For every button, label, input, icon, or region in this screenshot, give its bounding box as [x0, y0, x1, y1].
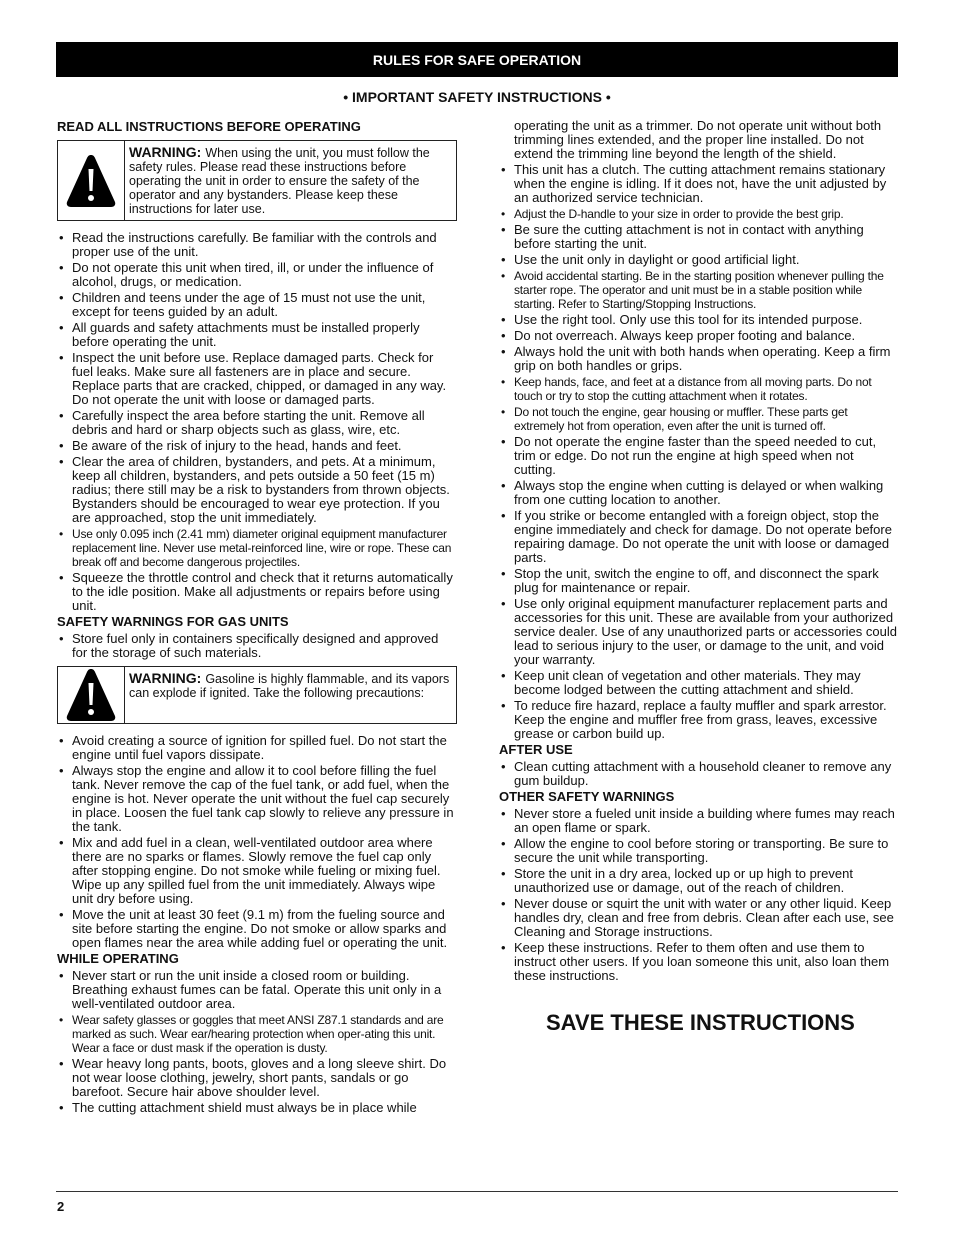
list-item: • Store the unit in a dry area, locked up or up high to prevent unauthorized use or damage, out of the reach of children.: [499, 867, 897, 895]
list-item: • Clear the area of children, bystanders, and pets. At a minimum, keep all children, bystanders, and pets outside a 50 feet (15 m) radius; there still may be a risk to bystanders from thrown objects. Bystanders should be encouraged to wear eye protection. If you are approached, stop the unit immediately.: [57, 455, 457, 525]
list-item: • Carefully inspect the area before starting the unit. Remove all debris and hard or sharp objects such as glass, wire, etc.: [57, 409, 457, 437]
list-item: • Read the instructions carefully. Be familiar with the controls and proper use of the unit.: [57, 231, 457, 259]
warning-body: Gasoline is highly flammable, and its vapors can explode if ignited. Take the following precautions:: [129, 672, 450, 700]
list-item: • Keep unit clean of vegetation and other materials. They may become lodged between the cutting attachment and shield.: [499, 669, 897, 697]
footer-divider: [56, 1191, 898, 1192]
list-item: • Keep hands, face, and feet at a distance from all moving parts. Do not touch or try to stop the cutting attachment when it rotates.: [499, 375, 897, 403]
list-item: • Stop the unit, switch the engine to off, and disconnect the spark plug for maintenance or repair.: [499, 567, 897, 595]
list-item: • Do not operate the engine faster than the speed needed to cut, trim or edge. Do not run the engine at high speed when not cutting.: [499, 435, 897, 477]
list-item: • Be aware of the risk of injury to the head, hands and feet.: [57, 439, 457, 453]
warning-label: WARNING:: [129, 144, 202, 160]
list-item: • Avoid accidental starting. Be in the starting position whenever pulling the starter rope. The operator and unit must be in a stable position while starting. Refer to Starting/Stopping Instructions.: [499, 269, 897, 311]
list-item: • Wear heavy long pants, boots, gloves and a long sleeve shirt. Do not wear loose clothing, jewelry, short pants, sandals or go barefoot. Secure hair above shoulder level.: [57, 1057, 457, 1099]
list-item: • Use only 0.095 inch (2.41 mm) diameter original equipment manufacturer replacement line. Never use metal-reinforced line, wire or rope. These can break off and become dangerous projectiles.: [57, 527, 457, 569]
list-item: • Mix and add fuel in a clean, well-ventilated outdoor area where there are no sparks or flames. Slowly remove the fuel cap only after stopping engine. Do not smoke while fueling or mixing fuel. Wipe up any spilled fuel from the unit immediately. Always wipe unit dry before using.: [57, 836, 457, 906]
list-item: • Use the unit only in daylight or good artificial light.: [499, 253, 897, 267]
list-item: • Do not operate this unit when tired, ill, or under the influence of alcohol, drugs, or medication.: [57, 261, 457, 289]
list-operating-rules: [499, 163, 897, 741]
left-column: [57, 119, 457, 1117]
list-item: • Always hold the unit with both hands when operating. Keep a firm grip on both handles or grips.: [499, 345, 897, 373]
list-item: • Never store a fueled unit inside a building where fumes may reach an open flame or spark.: [499, 807, 897, 835]
list-item: • The cutting attachment shield must always be in place while: [57, 1101, 457, 1115]
list-item: • To reduce fire hazard, replace a faulty muffler and spark arrestor. Keep the engine and muffler free from grass, leaves, excessive grease or carbon build up.: [499, 699, 897, 741]
list-after-use: [499, 760, 897, 788]
list-item: • Allow the engine to cool before storing or transporting. Be sure to secure the unit while transporting.: [499, 837, 897, 865]
list-item: • All guards and safety attachments must be installed properly before operating the unit.: [57, 321, 457, 349]
list-item: • Keep these instructions. Refer to them often and use them to instruct other users. If you loan someone this unit, also loan them these instructions.: [499, 941, 897, 983]
list-while-operating: [57, 969, 457, 1115]
warning-triangle-icon: [58, 667, 125, 723]
list-item: • Be sure the cutting attachment is not in contact with anything before starting the unit.: [499, 223, 897, 251]
warning-text: [125, 667, 456, 723]
right-column: [499, 119, 897, 985]
section-banner: RULES FOR SAFE OPERATION: [56, 42, 898, 77]
list-item: • Avoid creating a source of ignition for spilled fuel. Do not start the engine until fuel vapors dissipate.: [57, 734, 457, 762]
warning-box-gasoline: [57, 666, 457, 724]
list-item: • Use only original equipment manufacturer replacement parts and accessories for this unit. These are available from your authorized service dealer. Use of any unauthorized parts or accessories could lead to serious injury to the user, or damage to the unit, and void your warranty.: [499, 597, 897, 667]
list-fuel-precautions: [57, 734, 457, 950]
warning-label: WARNING:: [129, 670, 202, 686]
list-item: • Wear safety glasses or goggles that meet ANSI Z87.1 standards and are marked as such. Wear ear/hearing protection when oper-ating this unit. Wear a face or dust mask if the operation is dusty.: [57, 1013, 457, 1055]
list-other-warnings: [499, 807, 897, 983]
warning-text: [125, 141, 456, 220]
page-number: 2: [57, 1199, 65, 1214]
list-item: • Move the unit at least 30 feet (9.1 m) from the fueling source and site before starting the engine. Do not smoke or allow sparks and open flames near the area while adding fuel or operating the unit.: [57, 908, 457, 950]
list-item: • Clean cutting attachment with a household cleaner to remove any gum buildup.: [499, 760, 897, 788]
list-item: • Always stop the engine and allow it to cool before filling the fuel tank. Never remove the cap of the fuel tank, or add fuel, when the engine is hot. Never operate the unit without the fuel cap securely in place. Loosen the fuel tank cap slowly to relieve any pressure in the tank.: [57, 764, 457, 834]
heading-after-use: AFTER USE: [499, 742, 573, 757]
list-item: • Never start or run the unit inside a closed room or building. Breathing exhaust fumes can be fatal. Operate this unit only in a well-ventilated outdoor area.: [57, 969, 457, 1011]
list-item: • Adjust the D-handle to your size in order to provide the best grip.: [499, 207, 897, 221]
list-item: • Never douse or squirt the unit with water or any other liquid. Keep handles dry, clean and free from debris. Clean after each use, see Cleaning and Storage instructions.: [499, 897, 897, 939]
list-item: • Children and teens under the age of 15 must not use the unit, except for teens guided by an adult.: [57, 291, 457, 319]
continuation-text: operating the unit as a trimmer. Do not operate unit without both trimming lines extended, and the proper line installed. Do not extend the trimming line beyond the length of the shield.: [514, 118, 882, 161]
list-item: • Do not touch the engine, gear housing or muffler. These parts get extremely hot from operation, even after the unit is turned off.: [499, 405, 897, 433]
list-item: • Do not overreach. Always keep proper footing and balance.: [499, 329, 897, 343]
list-item: • Always stop the engine when cutting is delayed or when walking from one cutting location to another.: [499, 479, 897, 507]
list-item: • Store fuel only in containers specifically designed and approved for the storage of such materials.: [57, 632, 457, 660]
list-item: • If you strike or become entangled with a foreign object, stop the engine immediately and check for damage. Do not operate before repairing damage. Do not operate the unit with loose or damaged parts.: [499, 509, 897, 565]
list-item: • Use the right tool. Only use this tool for its intended purpose.: [499, 313, 897, 327]
heading-gas-units: SAFETY WARNINGS FOR GAS UNITS: [57, 614, 289, 629]
heading-while-operating: WHILE OPERATING: [57, 951, 179, 966]
heading-other-warnings: OTHER SAFETY WARNINGS: [499, 789, 675, 804]
warning-box-safety-rules: [57, 140, 457, 221]
important-safety-subtitle: • IMPORTANT SAFETY INSTRUCTIONS •: [343, 89, 611, 105]
list-item: • Squeeze the throttle control and check that it returns automatically to the idle position. Make all adjustments or repairs before using unit.: [57, 571, 457, 613]
warning-triangle-icon: [58, 141, 125, 220]
save-instructions-heading: SAVE THESE INSTRUCTIONS: [546, 1010, 855, 1035]
heading-read-instructions: READ ALL INSTRUCTIONS BEFORE OPERATING: [57, 119, 361, 134]
list-item: • Inspect the unit before use. Replace damaged parts. Check for fuel leaks. Make sure all fasteners are in place and secure. Replace parts that are cracked, chipped, or damaged in any way. Do not operate the unit with loose or damaged parts.: [57, 351, 457, 407]
list-general-rules: [57, 231, 457, 613]
warning-body: When using the unit, you must follow the safety rules. Please read these instructions before operating the unit in order to ensure the safety of the operator and any bystanders. Please keep these instructions for later use.: [129, 146, 430, 216]
list-gas-storage: [57, 632, 457, 660]
list-item: • This unit has a clutch. The cutting attachment remains stationary when the engine is idling. If it does not, have the unit adjusted by an authorized service technician.: [499, 163, 897, 205]
